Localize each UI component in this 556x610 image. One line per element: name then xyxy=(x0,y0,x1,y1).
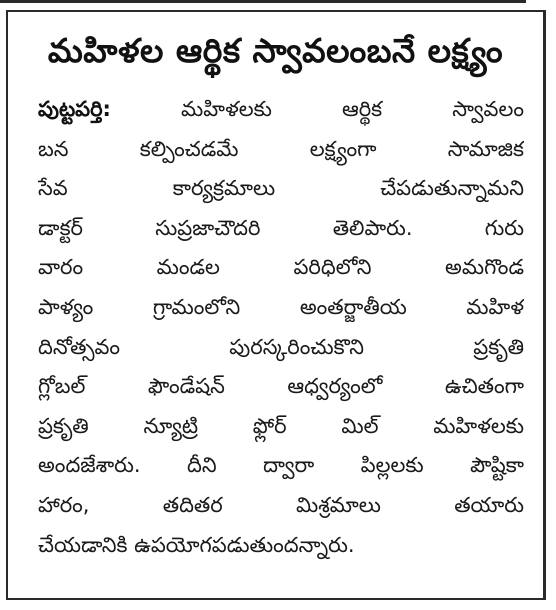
top-rule xyxy=(0,0,526,3)
body-line-last: చేయడానికి ఉపయోగపడుతుందన్నారు. xyxy=(38,532,355,557)
body-line: బన కల్పించడమే లక్ష్యంగా సామాజిక xyxy=(38,136,524,161)
body-line: దినోత్సవం పురస్కరించుకొని ప్రకృతి xyxy=(38,334,524,359)
first-line-text: మహిళలకు ఆర్థిక స్వావలం xyxy=(110,97,524,121)
dateline: పుట్టపర్తి: xyxy=(38,97,111,121)
body-line: అందజేశారు. దీని ద్వారా పిల్లలకు పౌష్టికా xyxy=(38,453,524,478)
body-line: వారం మండల పరిధిలోని అమగొండ xyxy=(38,255,524,280)
body-line: డాక్టర్ సుప్రజాచౌదరి తెలిపారు. గురు xyxy=(38,215,524,240)
article-body xyxy=(38,90,524,565)
headline: మహిళల ఆర్థిక స్వావలంబనే లక్ష్యం xyxy=(47,31,504,70)
body-line: హారం, తదితర మిశ్రమాలు తయారు xyxy=(38,492,524,517)
body-line-first xyxy=(38,90,524,130)
body-line: ప్రకృతి న్యూట్రి ఫ్లోర్ మిల్ మహిళలకు xyxy=(38,413,524,438)
body-line: సేవ కార్యక్రమాలు చేపడుతున్నామని xyxy=(38,176,524,201)
news-clipping xyxy=(6,10,546,600)
body-line: గ్లోబల్ ఫౌండేషన్ ఆధ్వర్యంలో ఉచితంగా xyxy=(38,374,524,399)
body-line: పాళ్యం గ్రామంలోని అంతర్జాతీయ మహిళ xyxy=(38,294,524,319)
